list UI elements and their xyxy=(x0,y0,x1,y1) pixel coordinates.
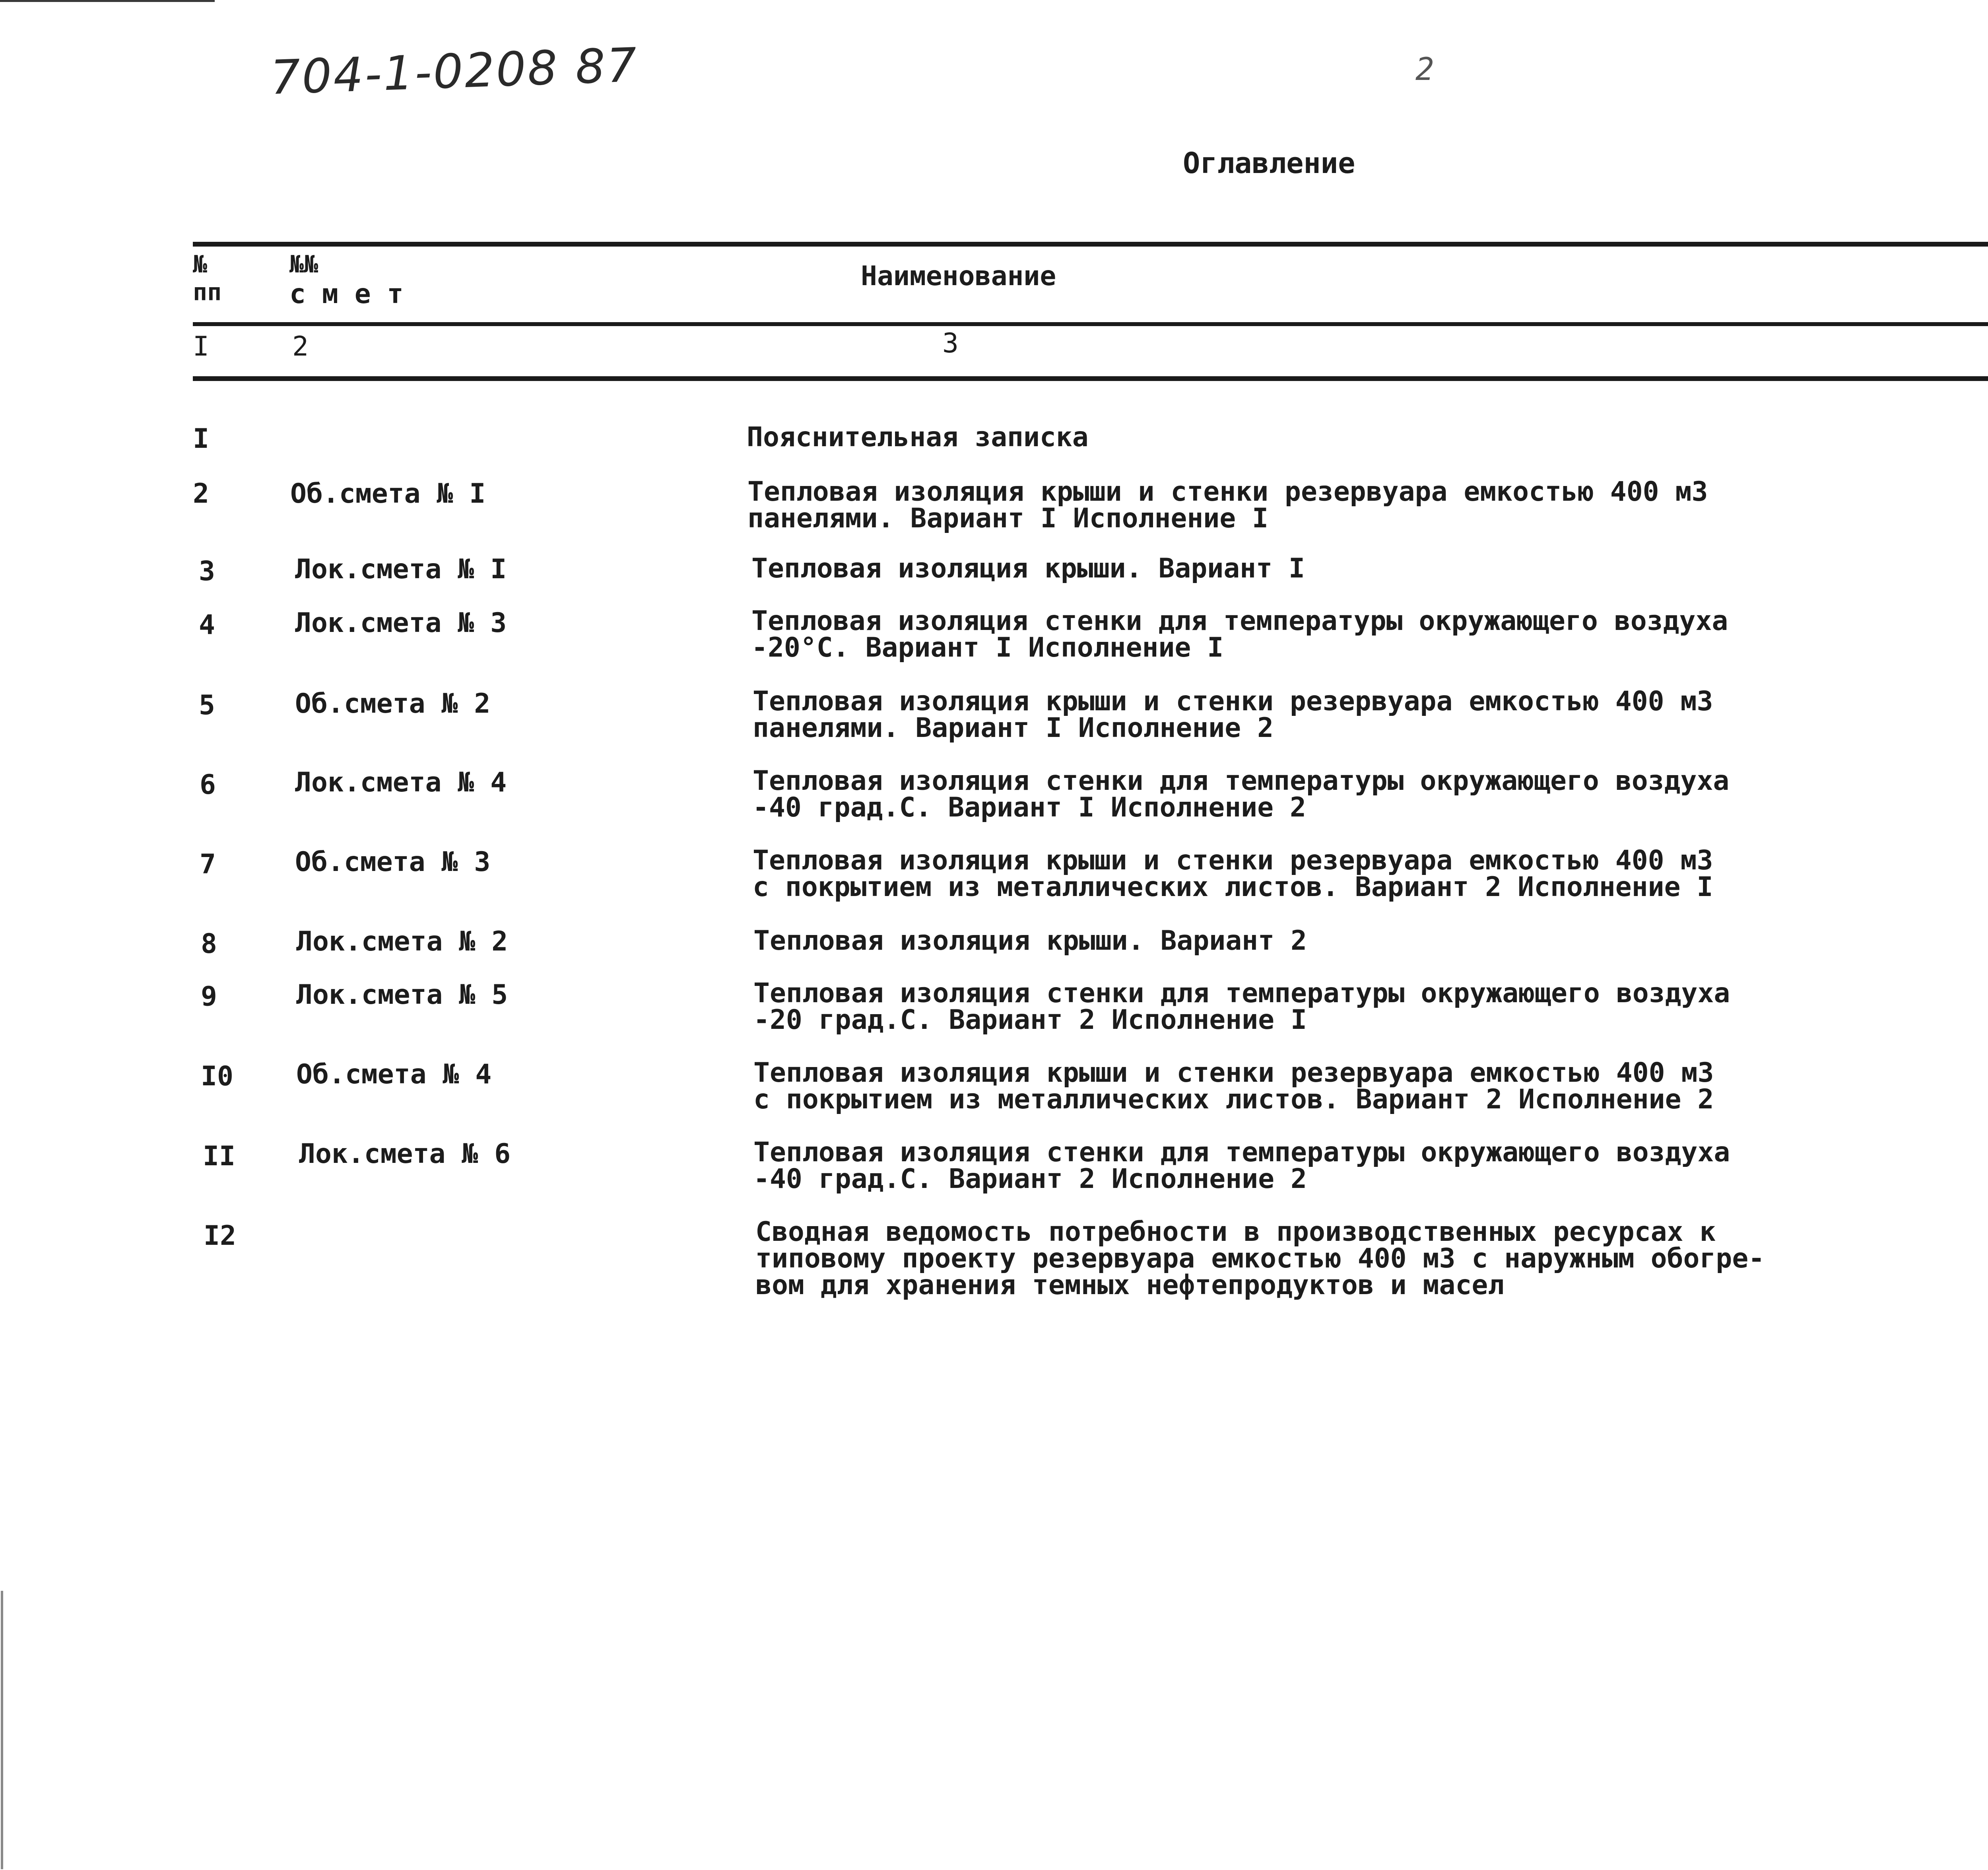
row-name-line: панелями. Вариант I Исполнение 2 xyxy=(753,712,1274,744)
column-index: 2 xyxy=(292,331,309,362)
row-number: 2 xyxy=(193,478,209,509)
row-estimate: Об.смета № 4 xyxy=(296,1059,492,1090)
row-name-line: Тепловая изоляция крыши. Вариант 2 xyxy=(753,925,1307,956)
row-estimate: Лок.смета № 3 xyxy=(295,607,507,639)
row-estimate: Лок.смета № 4 xyxy=(295,767,507,798)
row-name-line: Тепловая изоляция крыши и стенки резервуара емкостью 400 м3 xyxy=(753,845,1713,876)
row-number: I2 xyxy=(204,1220,236,1252)
row-number: 3 xyxy=(199,556,215,587)
row-name-line: типовому проекту резервуара емкостью 400 м3 с наружным обогре- xyxy=(755,1243,1765,1274)
row-number: 5 xyxy=(199,690,215,721)
row-estimate: Лок.смета № 2 xyxy=(296,926,508,957)
row-estimate: Об.смета № 3 xyxy=(295,846,491,878)
row-name-line: Тепловая изоляция крыши и стенки резервуара емкостью 400 м3 xyxy=(753,1057,1714,1089)
row-number: 6 xyxy=(200,769,216,801)
row-number: I0 xyxy=(201,1061,233,1092)
row-name-line: Тепловая изоляция стенки для температуры окружающего воздуха xyxy=(751,605,1728,637)
row-name-line: вом для хранения темных нефтепродуктов и масел xyxy=(755,1269,1505,1301)
column-index: I xyxy=(193,331,209,362)
row-name-line: Сводная ведомость потребности в производственных ресурсах к xyxy=(755,1216,1716,1248)
row-estimate: Об.смета № I xyxy=(290,478,486,509)
row-name-line: -20°С. Вариант I Исполнение I xyxy=(751,632,1224,663)
row-name-line: Тепловая изоляция стенки для температуры окружающего воздуха xyxy=(753,1137,1730,1168)
row-estimate: Лок.смета № 6 xyxy=(299,1138,511,1170)
header-name: Наименование xyxy=(861,260,1056,292)
header-estimate-line1: №№ xyxy=(289,251,318,278)
header-estimate-line2: с м е т xyxy=(289,278,404,310)
row-name-line: панелями. Вариант I Исполнение I xyxy=(747,503,1269,534)
row-name-line: -40 град.С. Вариант 2 Исполнение 2 xyxy=(753,1163,1307,1195)
header-no-line2: пп xyxy=(193,278,222,306)
row-name-line: Тепловая изоляция стенки для температуры окружающего воздуха xyxy=(753,765,1730,797)
header-no-line1: № xyxy=(193,251,208,278)
row-name-line: Тепловая изоляция крыши. Вариант I xyxy=(751,553,1305,584)
column-index: 3 xyxy=(942,328,959,359)
row-estimate: Об.смета № 2 xyxy=(295,688,491,719)
row-name-line: Пояснительная записка xyxy=(747,422,1089,453)
page-number: 2 xyxy=(1415,52,1434,87)
scan-top-edge-line xyxy=(0,0,215,2)
row-number: 7 xyxy=(200,849,216,880)
row-name-line: Тепловая изоляция крыши и стенки резервуара емкостью 400 м3 xyxy=(753,686,1713,717)
row-number: II xyxy=(203,1141,235,1172)
row-number: 9 xyxy=(201,981,217,1012)
document-code: 704-1-0208 87 xyxy=(269,37,639,105)
table-top-rule xyxy=(193,242,1988,247)
row-name-line: Тепловая изоляция крыши и стенки резервуара емкостью 400 м3 xyxy=(747,476,1708,507)
row-name-line: -40 град.С. Вариант I Исполнение 2 xyxy=(753,792,1306,823)
scan-left-edge-line xyxy=(1,1591,3,1869)
row-name-line: -20 град.С. Вариант 2 Исполнение I xyxy=(753,1004,1307,1036)
row-name-line: с покрытием из металлических листов. Вариант 2 Исполнение I xyxy=(753,871,1713,903)
row-name-line: с покрытием из металлических листов. Вариант 2 Исполнение 2 xyxy=(753,1084,1714,1115)
page-title: Оглавление xyxy=(1183,146,1355,180)
row-number: 4 xyxy=(199,609,215,641)
table-index-rule xyxy=(193,376,1988,381)
row-estimate: Лок.смета № 5 xyxy=(296,979,508,1011)
row-number: I xyxy=(193,423,209,455)
row-name-line: Тепловая изоляция стенки для температуры окружающего воздуха xyxy=(753,978,1730,1009)
table-header-rule xyxy=(193,322,1988,326)
row-number: 8 xyxy=(201,928,217,960)
row-estimate: Лок.смета № I xyxy=(295,554,507,585)
